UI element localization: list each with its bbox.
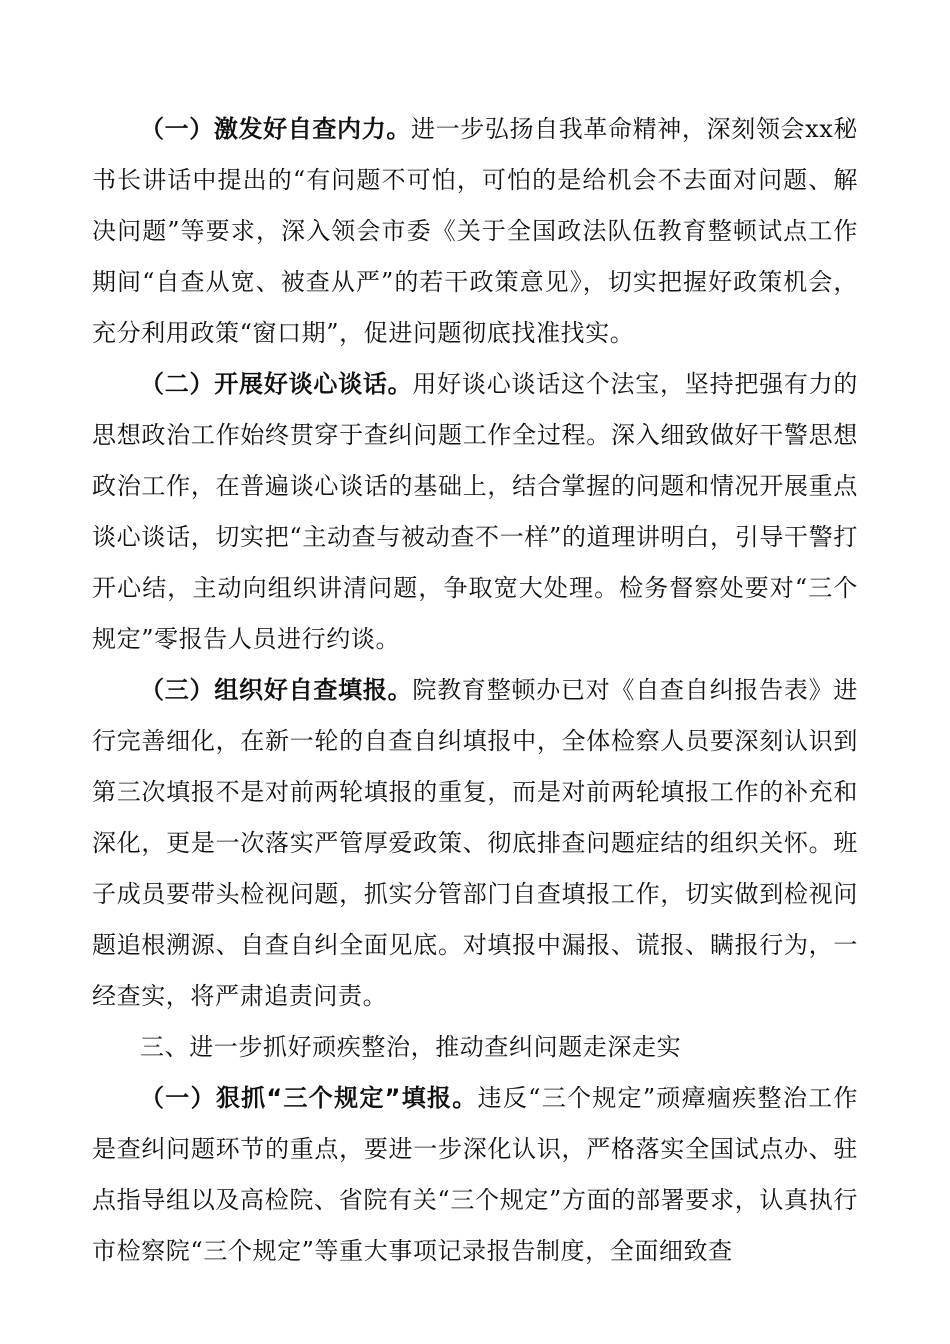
paragraph-three-regulations-filing <box>92 1073 858 1277</box>
document-body <box>92 104 858 1277</box>
paragraph-lead: （三）组织好自查填报。 <box>140 676 413 704</box>
paragraph-self-report-filing <box>92 665 858 1022</box>
paragraph-lead: （一）狠抓“三个规定”填报。 <box>140 1084 478 1112</box>
paragraph-heart-to-heart-talks <box>92 359 858 665</box>
paragraph-body: 用好谈心谈话这个法宝，坚持把强有力的思想政治工作始终贯穿于查纠问题工作全过程。深入细致做好干警思想政治工作，在普遍谈心谈话的基础上，结合掌握的问题和情况开展重点谈心谈话，切实把“主动查与被动查不一样”的道理讲明白，引导干警打开心结，主动向组织讲清问题，争取宽大处理。检务督察处要对“三个规定”零报告人员进行约谈。 <box>92 370 858 653</box>
paragraph-lead: （二）开展好谈心谈话。 <box>140 370 413 398</box>
paragraph-lead: （一）激发好自查内力。 <box>140 115 411 143</box>
paragraph-body: 院教育整顿办已对《自查自纠报告表》进行完善细化，在新一轮的自查自纠填报中，全体检察人员要深刻认识到第三次填报不是对前两轮填报的重复，而是对前两轮填报工作的补充和深化，更是一次落实严管厚爱政策、彻底排查问题症结的组织关怀。班子成员要带头检视问题，抓实分管部门自查填报工作，切实做到检视问题追根溯源、自查自纠全面见底。对填报中漏报、谎报、瞒报行为，一经查实，将严肃追责问责。 <box>92 676 858 1010</box>
paragraph-body: 进一步弘扬自我革命精神，深刻领会xx秘书长讲话中提出的“有问题不可怕，可怕的是给机会不去面对问题、解决问题”等要求，深入领会市委《关于全国政法队伍教育整顿试点工作期间“自查从宽、被查从严”的若干政策意见》，切实把握好政策机会，充分利用政策“窗口期”，促进问题彻底找准找实。 <box>92 115 858 347</box>
paragraph-body: 违反“三个规定”顽瘴痼疾整治工作是查纠问题环节的重点，要进一步深化认识，严格落实全国试点办、驻点指导组以及高检院、省院有关“三个规定”方面的部署要求，认真执行市检察院“三个规定”等重大事项记录报告制度，全面细致查 <box>92 1084 858 1265</box>
paragraph-self-inspection-drive <box>92 104 858 359</box>
section-heading: 三、进一步抓好顽疾整治，推动查纠问题走深走实 <box>140 1033 682 1061</box>
